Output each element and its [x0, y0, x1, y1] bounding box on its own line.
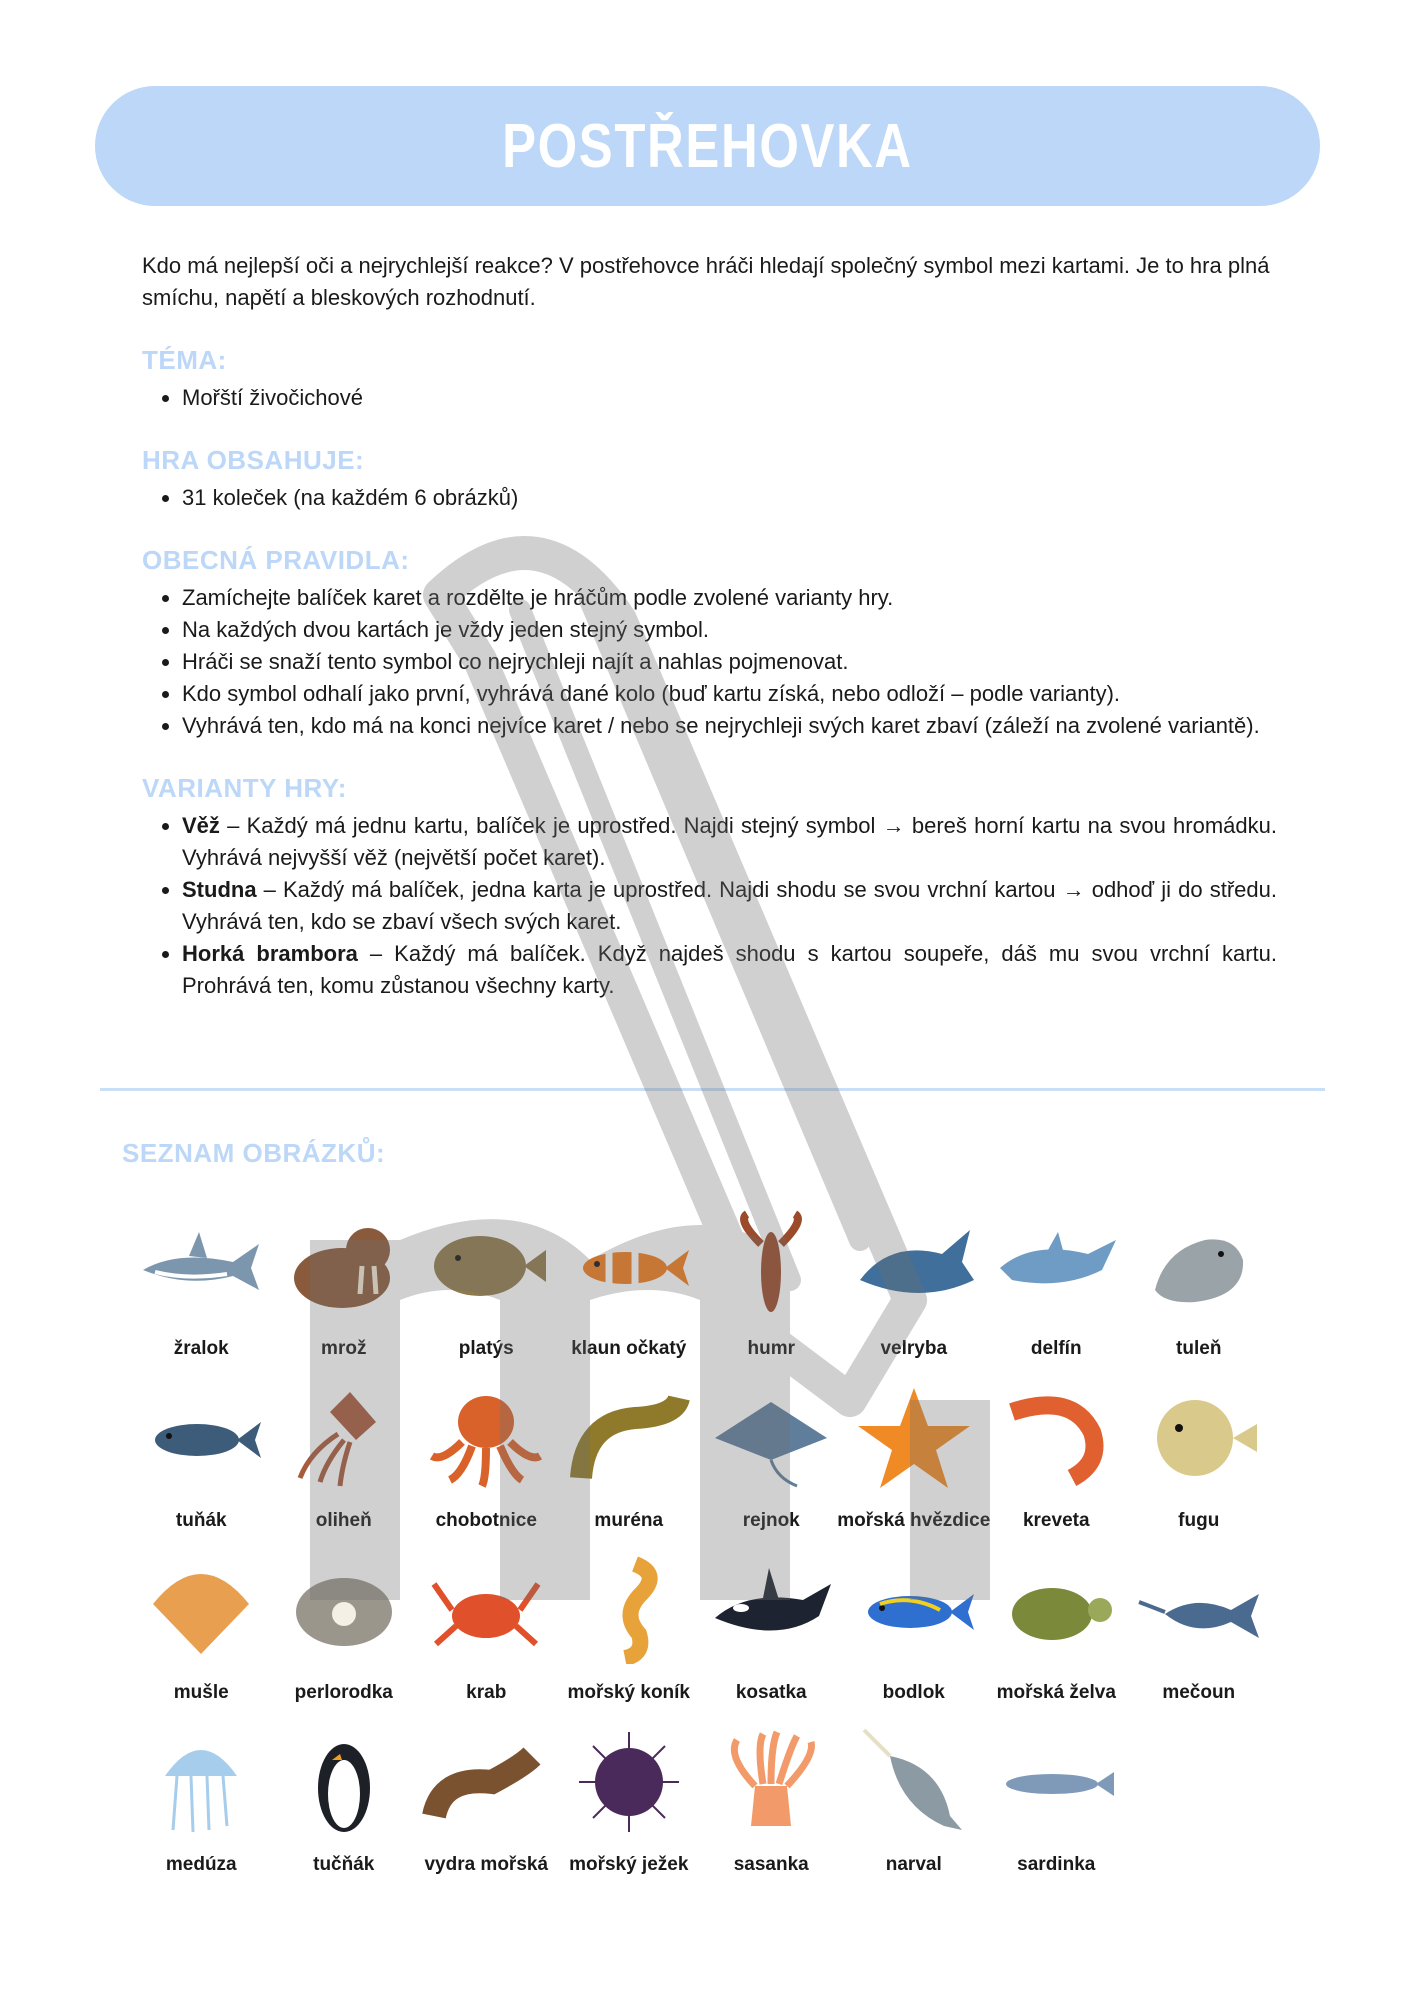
animal-label: sardinka [1017, 1854, 1096, 1875]
flounder-icon [422, 1210, 550, 1320]
animal-card [985, 1726, 1128, 1886]
animal-card [130, 1554, 273, 1714]
animal-card [415, 1210, 558, 1370]
animal-card [130, 1382, 273, 1542]
animal-grid [130, 1210, 1270, 1886]
clownfish-icon [565, 1210, 693, 1320]
shark-icon [137, 1210, 265, 1320]
animal-label: mrož [321, 1338, 367, 1359]
animal-card [415, 1726, 558, 1886]
section-divider [100, 1088, 1325, 1091]
animal-label: velryba [880, 1338, 948, 1359]
animal-card [843, 1210, 986, 1370]
animal-label: sasanka [733, 1854, 809, 1875]
animal-card [415, 1382, 558, 1542]
animal-label: kosatka [735, 1682, 807, 1703]
title-banner [95, 86, 1320, 206]
shrimp-icon [992, 1382, 1120, 1492]
narwhal-icon [850, 1726, 978, 1836]
variant-text: – Každý má jednu kartu, balíček je uprostřed. Najdi stejný symbol → bereš horní kartu na svou hromádku. Vyhrává nejvyšší věž (největší počet karet). [182, 813, 1277, 870]
animal-label: medúza [165, 1854, 237, 1875]
whale-icon [850, 1210, 978, 1320]
pufferfish-icon [1135, 1382, 1263, 1492]
variant-item [182, 938, 1277, 1002]
animal-card [985, 1382, 1128, 1542]
animal-card [843, 1554, 986, 1714]
animal-label: vydra mořská [424, 1854, 549, 1875]
list-item: • Mořští živočichové [182, 382, 1277, 414]
variant-item [182, 810, 1277, 874]
animal-card [558, 1210, 701, 1370]
animal-card [130, 1726, 273, 1886]
animal-card [273, 1382, 416, 1542]
sardine-icon [992, 1726, 1120, 1836]
moray-icon [565, 1382, 693, 1492]
section-heading-obsah: HRA OBSAHUJE: [142, 445, 365, 475]
animal-card [558, 1726, 701, 1886]
page-title: POSTŘEHOVKA [502, 111, 913, 181]
animal-label: oliheň [315, 1510, 372, 1531]
surgeonfish-icon [850, 1554, 978, 1664]
animal-card [415, 1554, 558, 1714]
animal-card [985, 1210, 1128, 1370]
intro-text: Kdo má nejlepší oči a nejrychlejší reakce? V postřehovce hráči hledají společný symbol mezi kartami. Je to hra plná smíchu, napětí a bleskových rozhodnutí. [142, 253, 1270, 310]
seal-icon [1135, 1210, 1263, 1320]
variant-name: Věž [182, 813, 220, 838]
animal-label: delfín [1030, 1338, 1082, 1359]
penguin-icon [280, 1726, 408, 1836]
list-item: • Zamíchejte balíček karet a rozdělte je hráčům podle zvolené varianty hry. [182, 582, 1277, 614]
animal-card [273, 1554, 416, 1714]
lobster-icon [707, 1210, 835, 1320]
animal-card [700, 1210, 843, 1370]
seahorse-icon [565, 1554, 693, 1664]
animal-label: mořský ježek [569, 1854, 689, 1875]
animal-card [558, 1382, 701, 1542]
variant-name: Horká brambora [182, 941, 358, 966]
animal-card [1128, 1210, 1271, 1370]
obsah-list [142, 482, 1277, 514]
list-item: • Kdo symbol odhalí jako první, vyhrává dané kolo (buď kartu získá, nebo odloží – podle varianty). [182, 678, 1277, 710]
animal-label: kreveta [1022, 1510, 1090, 1531]
variant-item [182, 874, 1277, 938]
animal-card [700, 1726, 843, 1886]
variant-text: – Každý má balíček, jedna karta je uprostřed. Najdi shodu se svou vrchní kartou → odhoď ji do středu. Vyhrává ten, kdo se zbaví všech svých karet. [182, 877, 1277, 934]
otter-icon [422, 1726, 550, 1836]
animal-label: tuňák [175, 1510, 227, 1531]
octopus-icon [422, 1382, 550, 1492]
animal-card [985, 1554, 1128, 1714]
variants-list [142, 810, 1277, 1002]
variant-text: – Každý má balíček. Když najdeš shodu s kartou soupeře, dáš mu svou vrchní kartu. Prohrává ten, komu zůstanou všechny karty. [182, 941, 1277, 998]
animal-label: klaun očkatý [571, 1338, 687, 1359]
animal-card [700, 1382, 843, 1542]
animal-label: narval [885, 1854, 942, 1875]
list-item: • Na každých dvou kartách je vždy jeden stejný symbol. [182, 614, 1277, 646]
animal-card [843, 1726, 986, 1886]
starfish-icon [850, 1382, 978, 1492]
turtle-icon [992, 1554, 1120, 1664]
list-item: • Vyhrává ten, kdo má na konci nejvíce karet / nebo se nejrychleji svých karet zbaví (záleží na zvolené variantě). [182, 710, 1277, 742]
animal-label: humr [747, 1338, 795, 1359]
animal-card [837, 1382, 991, 1542]
stingray-icon [707, 1382, 835, 1492]
section-heading-varianty: VARIANTY HRY: [142, 773, 347, 803]
urchin-icon [565, 1726, 693, 1836]
animal-card [558, 1554, 701, 1714]
list-item: • 31 koleček (na každém 6 obrázků) [182, 482, 1277, 514]
swordfish-icon [1135, 1554, 1263, 1664]
crab-icon [422, 1554, 550, 1664]
animal-label: mořská hvězdice [837, 1510, 991, 1531]
animal-label: mušle [173, 1682, 229, 1703]
animal-label: perlorodka [294, 1682, 393, 1703]
orca-icon [707, 1554, 835, 1664]
animal-card [273, 1726, 416, 1886]
anemone-icon [707, 1726, 835, 1836]
walrus-icon [280, 1210, 408, 1320]
animal-label: rejnok [742, 1510, 800, 1531]
animal-card [273, 1210, 416, 1370]
squid-icon [280, 1382, 408, 1492]
picture-list-heading: SEZNAM OBRÁZKŮ: [122, 1138, 386, 1168]
animal-card [1128, 1554, 1271, 1714]
oyster-icon [280, 1554, 408, 1664]
animal-card [700, 1554, 843, 1714]
variant-name: Studna [182, 877, 257, 902]
instructions [142, 250, 1277, 1032]
animal-label: tuleň [1176, 1338, 1222, 1359]
shell-icon [137, 1554, 265, 1664]
animal-label: mečoun [1162, 1682, 1236, 1703]
animal-label: platýs [458, 1338, 514, 1359]
animal-card [1128, 1382, 1271, 1542]
animal-label: fugu [1178, 1510, 1220, 1531]
dolphin-icon [992, 1210, 1120, 1320]
animal-label: žralok [173, 1338, 229, 1359]
jellyfish-icon [137, 1726, 265, 1836]
tuna-icon [137, 1382, 265, 1492]
animal-label: krab [466, 1682, 507, 1703]
animal-card [130, 1210, 273, 1370]
tema-list [142, 382, 1277, 414]
list-item: • Hráči se snaží tento symbol co nejrychleji najít a nahlas pojmenovat. [182, 646, 1277, 678]
animal-label: mořský koník [567, 1682, 690, 1703]
animal-label: muréna [594, 1510, 664, 1531]
animal-label: mořská želva [996, 1682, 1116, 1703]
animal-label: bodlok [882, 1682, 945, 1703]
animal-label: chobotnice [435, 1510, 537, 1531]
rules-list [142, 582, 1277, 742]
section-heading-pravidla: OBECNÁ PRAVIDLA: [142, 545, 410, 575]
section-heading-tema: TÉMA: [142, 345, 227, 375]
animal-label: tučňák [313, 1854, 375, 1875]
